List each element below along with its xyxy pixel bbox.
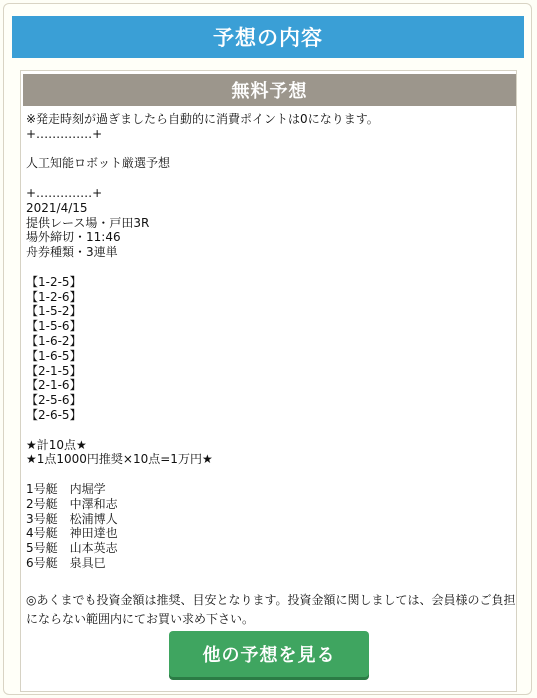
page-title: 予想の内容 <box>12 16 524 58</box>
investment-note: ◎あくまでも投資金額は推奨、目安となります。投資金額に関しましては、会員様のご負担にならない範囲内にてお買い求め下さい。 <box>26 593 516 626</box>
prediction-details: ※発走時刻が過ぎましたら自動的に消費ポイントは0になります。 +‥‥‥‥‥‥‥+ 人工知能ロボット厳選予想 +‥‥‥‥‥‥‥+ 2021/4/15 提供レース場・戸田3R 場外締切・11:46 舟券種類・3連単 【1-2-5】 【1-2-6】 【1-5-2】 【1-5-6】 【1-6-2】 【1-6-5】 【2-1-5】 【2-1-6】 【2-5-6】 【2-6-5】 ★計10点★ ★1点1000円推奨×10点=1万円★ 1号艇 内堀学 2号艇 中澤和志 3号艇 松浦博人 4号艇 神田達也 5号艇 山本英志 6号艇 泉具巳 <box>26 112 379 570</box>
view-other-predictions-button[interactable]: 他の予想を見る <box>169 631 369 677</box>
section-title: 無料予想 <box>23 74 516 106</box>
